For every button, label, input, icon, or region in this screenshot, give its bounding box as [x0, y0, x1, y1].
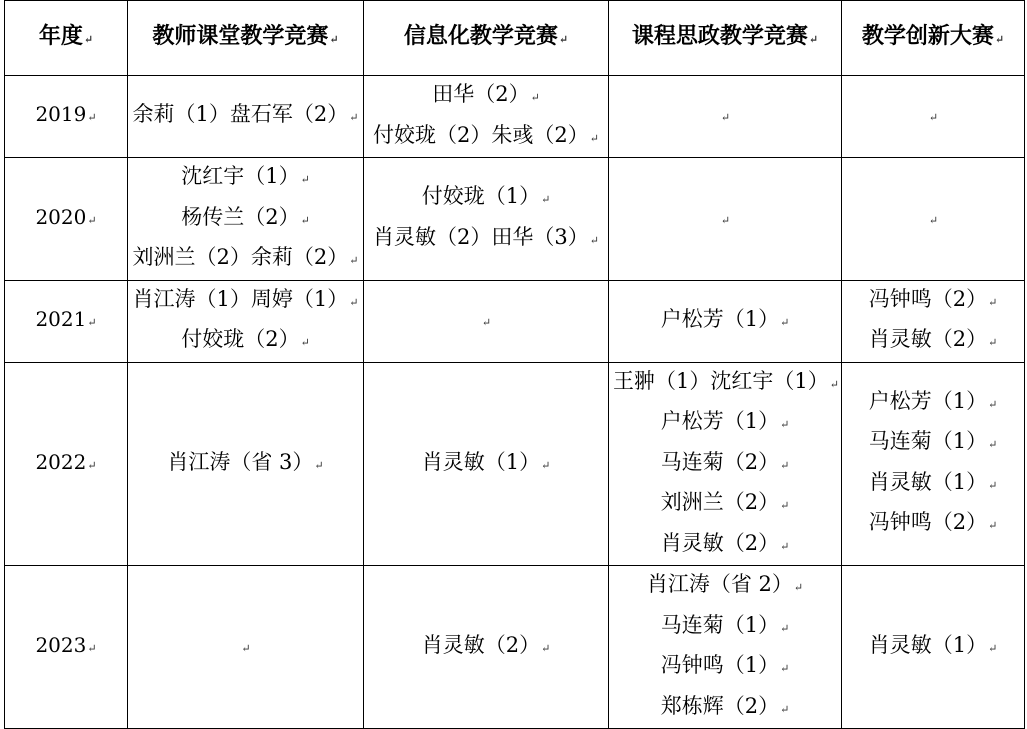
- year-cell: [5, 566, 128, 729]
- entry-line: [613, 525, 837, 566]
- cell-informatization: [364, 280, 609, 362]
- entry-text: 付姣珑（1）: [421, 184, 541, 209]
- paragraph-mark: ↵: [720, 213, 731, 227]
- paragraph-mark: ↵: [780, 499, 790, 512]
- entry-text: 肖灵敏（2）田华（3）: [373, 224, 589, 249]
- cell-innovation: [842, 158, 1025, 281]
- paragraph-mark: ↵: [589, 131, 599, 145]
- cell-informatization: [364, 362, 609, 566]
- entry-text: 肖江涛（1）周婷（1）: [132, 286, 349, 311]
- entry-text: 余莉（1）盘石军（2）: [132, 102, 349, 127]
- cell-ideological: [609, 280, 842, 362]
- paragraph-mark: ↵: [87, 213, 97, 227]
- year-text: 2021: [35, 306, 87, 331]
- header-row: [5, 1, 1025, 76]
- cell-teacher-classroom: [128, 362, 364, 566]
- year-cell: [5, 280, 128, 362]
- cell-teacher-classroom: [128, 566, 364, 729]
- entry-text: 肖江涛（省 3）: [167, 449, 314, 474]
- entry-line: [846, 281, 1020, 322]
- entry-line: [613, 199, 837, 240]
- competition-table: [4, 0, 1025, 729]
- paragraph-mark: ↵: [988, 478, 998, 492]
- entry-line: [132, 321, 359, 362]
- entry-line: [132, 158, 359, 199]
- year-text: 2022: [35, 449, 87, 474]
- table-row: [5, 566, 1025, 729]
- entry-line: [846, 627, 1020, 668]
- cell-informatization: [364, 76, 609, 158]
- table-row: [5, 280, 1025, 362]
- entry-text: 刘洲兰（2）余莉（2）: [132, 245, 349, 269]
- entry-text: 田华（2）: [432, 82, 530, 106]
- entry-line: [613, 403, 837, 444]
- paragraph-mark: ↵: [988, 336, 998, 349]
- year-cell: [5, 362, 128, 566]
- cell-ideological: [609, 158, 842, 281]
- paragraph-mark: ↵: [481, 315, 492, 329]
- paragraph-mark: ↵: [349, 111, 359, 125]
- paragraph-mark: ↵: [780, 315, 790, 329]
- cell-innovation: [842, 362, 1025, 566]
- paragraph-mark: ↵: [988, 295, 998, 309]
- paragraph-mark: ↵: [928, 111, 939, 125]
- year-cell: [5, 158, 128, 281]
- year-text: 2019: [35, 102, 87, 127]
- entry-line: [613, 688, 837, 729]
- cell-informatization: [364, 158, 609, 281]
- entry-line: [846, 321, 1020, 362]
- header-informatization: 信息化教学竞赛↵: [364, 1, 609, 76]
- entry-text: 郑栋辉（2）: [660, 693, 780, 718]
- entry-line: [613, 607, 837, 648]
- cell-ideological: [609, 76, 842, 158]
- paragraph-mark: ↵: [300, 213, 310, 227]
- cell-teacher-classroom: [128, 280, 364, 362]
- entry-line: [846, 383, 1020, 424]
- entry-line: [846, 96, 1020, 137]
- paragraph-mark: ↵: [530, 91, 540, 104]
- entry-line: [846, 199, 1020, 240]
- entry-line: [613, 301, 837, 342]
- entry-line: [368, 219, 604, 260]
- header-year: 年度↵: [5, 1, 128, 76]
- entry-line: [613, 363, 837, 404]
- entry-text: 刘洲兰（2）: [660, 490, 780, 514]
- entry-line: [368, 76, 604, 117]
- entry-text: 马连菊（1）: [868, 429, 988, 454]
- cell-innovation: [842, 280, 1025, 362]
- entry-line: [368, 444, 604, 485]
- entry-text: 户松芳（1）: [660, 409, 780, 433]
- paragraph-mark: ↵: [793, 581, 804, 594]
- entry-line: [613, 96, 837, 137]
- entry-line: [368, 178, 604, 219]
- year-cell: [5, 76, 128, 158]
- header-teacher-classroom: 教师课堂教学竞赛↵: [128, 1, 364, 76]
- paragraph-mark: ↵: [87, 315, 97, 329]
- entry-line: [132, 199, 359, 240]
- entry-text: 户松芳（1）: [660, 306, 780, 331]
- entry-line: [613, 566, 837, 607]
- entry-text: 冯钟鸣（1）: [660, 653, 780, 677]
- entry-line: [132, 239, 359, 280]
- header-innovation: 教学创新大赛↵: [842, 1, 1025, 76]
- paragraph-mark: ↵: [300, 173, 310, 186]
- cell-innovation: [842, 566, 1025, 729]
- paragraph-mark: ↵: [780, 458, 790, 472]
- entry-text: 肖灵敏（2）: [421, 632, 541, 657]
- entry-line: [132, 96, 359, 137]
- entry-line: [132, 627, 359, 668]
- entry-line: [613, 484, 837, 525]
- year-text: 2020: [35, 204, 87, 229]
- paragraph-mark: ↵: [720, 111, 731, 125]
- table-row: [5, 362, 1025, 566]
- table-row: [5, 76, 1025, 158]
- entry-line: [132, 444, 359, 485]
- entry-text: 肖灵敏（1）: [868, 632, 988, 657]
- entry-line: [846, 464, 1020, 505]
- cell-ideological: [609, 566, 842, 729]
- entry-text: 冯钟鸣（2）: [868, 286, 988, 311]
- paragraph-mark: ↵: [241, 641, 251, 655]
- paragraph-mark: ↵: [541, 193, 551, 207]
- paragraph-mark: ↵: [988, 519, 998, 533]
- year-text: 2023: [35, 632, 87, 657]
- entry-text: 肖灵敏（2）: [660, 530, 780, 555]
- paragraph-mark: ↵: [349, 295, 359, 309]
- table-row: [5, 158, 1025, 281]
- paragraph-mark: ↵: [541, 641, 551, 655]
- cell-informatization: [364, 566, 609, 729]
- entry-line: [368, 627, 604, 668]
- entry-text: 肖灵敏（2）: [868, 327, 988, 351]
- entry-text: 冯钟鸣（2）: [868, 510, 988, 535]
- entry-text: 肖江涛（省 2）: [646, 572, 793, 596]
- cell-innovation: [842, 76, 1025, 158]
- entry-text: 肖灵敏（1）: [868, 469, 988, 494]
- paragraph-mark: ↵: [780, 702, 790, 716]
- entry-line: [368, 117, 604, 158]
- paragraph-mark: ↵: [988, 438, 998, 452]
- paragraph-mark: ↵: [589, 233, 599, 247]
- header-ideological: 课程思政教学竞赛↵: [609, 1, 842, 76]
- paragraph-mark: ↵: [780, 539, 790, 553]
- paragraph-mark: ↵: [928, 213, 939, 227]
- entry-line: [132, 281, 359, 322]
- cell-ideological: [609, 362, 842, 566]
- entry-text: 杨传兰（2）: [181, 204, 300, 229]
- entry-text: 马连菊（1）: [660, 612, 780, 637]
- entry-text: 马连菊（2）: [660, 449, 780, 474]
- paragraph-mark: ↵: [780, 418, 790, 431]
- entry-line: [846, 504, 1020, 545]
- paragraph-mark: ↵: [829, 377, 839, 391]
- entry-text: 肖灵敏（1）: [421, 449, 541, 474]
- entry-line: [613, 444, 837, 485]
- paragraph-mark: ↵: [988, 641, 998, 655]
- cell-teacher-classroom: [128, 76, 364, 158]
- entry-text: 王翀（1）沈红宇（1）: [613, 368, 829, 393]
- paragraph-mark: ↵: [314, 458, 324, 472]
- entry-text: 户松芳（1）: [868, 388, 988, 413]
- paragraph-mark: ↵: [541, 458, 551, 472]
- entry-text: 付姣珑（2）: [181, 327, 300, 351]
- paragraph-mark: ↵: [780, 662, 790, 675]
- paragraph-mark: ↵: [988, 397, 998, 411]
- entry-line: [846, 423, 1020, 464]
- paragraph-mark: ↵: [87, 111, 97, 125]
- paragraph-mark: ↵: [87, 641, 97, 655]
- paragraph-mark: ↵: [349, 254, 359, 267]
- entry-line: [613, 647, 837, 688]
- cell-teacher-classroom: [128, 158, 364, 281]
- paragraph-mark: ↵: [300, 336, 310, 349]
- entry-line: [368, 301, 604, 342]
- paragraph-mark: ↵: [780, 621, 790, 635]
- paragraph-mark: ↵: [87, 458, 97, 472]
- entry-text: 付姣珑（2）朱彧（2）: [373, 122, 589, 147]
- entry-text: 沈红宇（1）: [181, 164, 300, 188]
